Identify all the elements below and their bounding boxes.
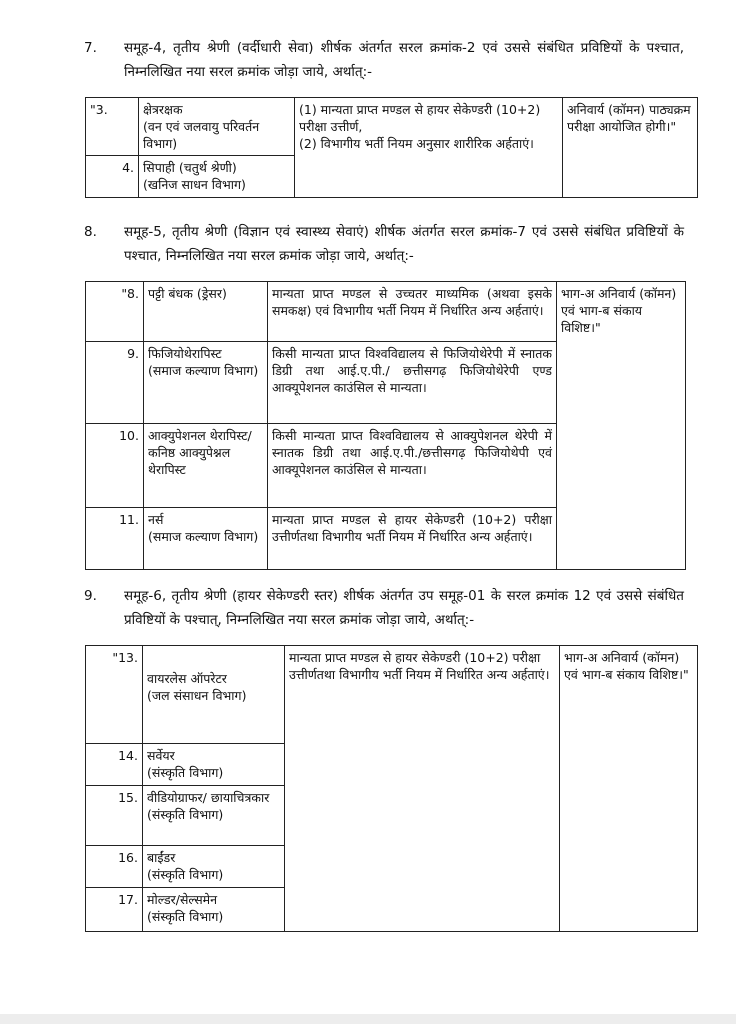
qualification: किसी मान्यता प्राप्त विश्वविद्यालय से आक्युपेशनल थेरेपी में स्नातक डिग्री तथा आई.ए.पी./छत्तीसगढ़ फिजियोथेपी एवं आक्यूपेशनल काउंसिल से मान्यता। [268, 424, 557, 508]
serial-number: 16. [86, 846, 143, 888]
serial-number: 4. [86, 156, 139, 198]
serial-number: "3. [86, 98, 139, 156]
section-8-paragraph [84, 220, 684, 270]
post-name: सर्वेयर (संस्कृति विभाग) [143, 744, 285, 786]
table-row [86, 282, 686, 342]
bottom-edge [0, 1014, 736, 1024]
section-number: 9. [84, 588, 97, 604]
serial-number: "8. [86, 282, 144, 342]
post-name: पट्टी बंधक (ड्रेसर) [144, 282, 268, 342]
serial-number: 11. [86, 508, 144, 570]
section-number: 8. [84, 224, 97, 240]
qualification: (1) मान्यता प्राप्त मण्डल से हायर सेकेण्डरी (10+2) परीक्षा उत्तीर्ण, (2) विभागीय भर्ती नियम अनुसार शारीरिक अर्हताएं। [295, 98, 563, 198]
post-name: सिपाही (चतुर्थ श्रेणी) (खनिज साधन विभाग) [139, 156, 295, 198]
table-row [86, 98, 698, 156]
section-number: 7. [84, 40, 97, 56]
post-name: वीडियोग्राफर/ छायाचित्रकार (संस्कृति विभाग) [143, 786, 285, 846]
section-9-table [85, 645, 698, 932]
section-8-table [85, 281, 686, 570]
post-name: आक्युपेशनल थेरापिस्ट/ कनिष्ठ आक्युपेश्नल थेरापिस्ट [144, 424, 268, 508]
exam-type: भाग-अ अनिवार्य (कॉमन) एवं भाग-ब संकाय विशिष्ट।" [557, 282, 686, 570]
serial-number: 14. [86, 744, 143, 786]
post-name: बाईंडर (संस्कृति विभाग) [143, 846, 285, 888]
qualification: किसी मान्यता प्राप्त विश्वविद्यालय से फिजियोथेरेपी में स्नातक डिग्री तथा आई.ए.पी./ छत्तीसगढ़ फिजियोथेरेपी एण्ड आक्यूपेशनल काउंसिल से मान्यता। [268, 342, 557, 424]
qualification: मान्यता प्राप्त मण्डल से हायर सेकेण्डरी (10+2) परीक्षा उत्तीर्णतथा विभागीय भर्ती नियम में निर्धारित अन्य अर्हताएं। [285, 646, 560, 932]
qualification: मान्यता प्राप्त मण्डल से उच्चतर माध्यमिक (अथवा इसके समकक्ष) एवं विभागीय भर्ती नियम में निर्धारित अन्य अर्हताएं। [268, 282, 557, 342]
section-9-paragraph [84, 584, 684, 634]
section-text: समूह-4, तृतीय श्रेणी (वर्दीधारी सेवा) शीर्षक अंतर्गत सरल क्रमांक-2 एवं उससे संबंधित प्रविष्टियों के पश्चात, निम्नलिखित नया सरल क्रमांक जोड़ा जाये, अर्थात्:- [124, 40, 684, 80]
section-text: समूह-5, तृतीय श्रेणी (विज्ञान एवं स्वास्थ्य सेवाएं) शीर्षक अंतर्गत सरल क्रमांक-7 एवं उससे संबंधित प्रविष्टियों के पश्चात, निम्नलिखित नया सरल क्रमांक जोड़ा जाये, अर्थात्:- [124, 224, 684, 264]
section-text: समूह-6, तृतीय श्रेणी (हायर सेकेण्डरी स्तर) शीर्षक अंतर्गत उप समूह-01 के सरल क्रमांक 12 एवं उससे संबंधित प्रविष्टियों के पश्चात्, निम्नलिखित नया सरल क्रमांक जोड़ा जाये, अर्थात्:- [124, 588, 684, 628]
exam-type: अनिवार्य (कॉमन) पाठ्यक्रम परीक्षा आयोजित होगी।" [563, 98, 698, 198]
table-row [86, 646, 698, 744]
section-7-paragraph [84, 36, 684, 86]
exam-type: भाग-अ अनिवार्य (कॉमन) एवं भाग-ब संकाय विशिष्ट।" [560, 646, 698, 932]
serial-number: 15. [86, 786, 143, 846]
post-name: वायरलेस ऑपरेटर (जल संसाधन विभाग) [143, 646, 285, 744]
serial-number: 17. [86, 888, 143, 932]
post-name: क्षेत्ररक्षक (वन एवं जलवायु परिवर्तन विभाग) [139, 98, 295, 156]
serial-number: 9. [86, 342, 144, 424]
post-name: नर्स (समाज कल्याण विभाग) [144, 508, 268, 570]
post-name: फिजियोथेरापिस्ट (समाज कल्याण विभाग) [144, 342, 268, 424]
post-name: मोल्डर/सेल्समेन (संस्कृति विभाग) [143, 888, 285, 932]
qualification: मान्यता प्राप्त मण्डल से हायर सेकेण्डरी (10+2) परीक्षा उत्तीर्णतथा विभागीय भर्ती नियम में निर्धारित अन्य अर्हताएं। [268, 508, 557, 570]
serial-number: 10. [86, 424, 144, 508]
section-7-table [85, 97, 698, 198]
serial-number: "13. [86, 646, 143, 744]
